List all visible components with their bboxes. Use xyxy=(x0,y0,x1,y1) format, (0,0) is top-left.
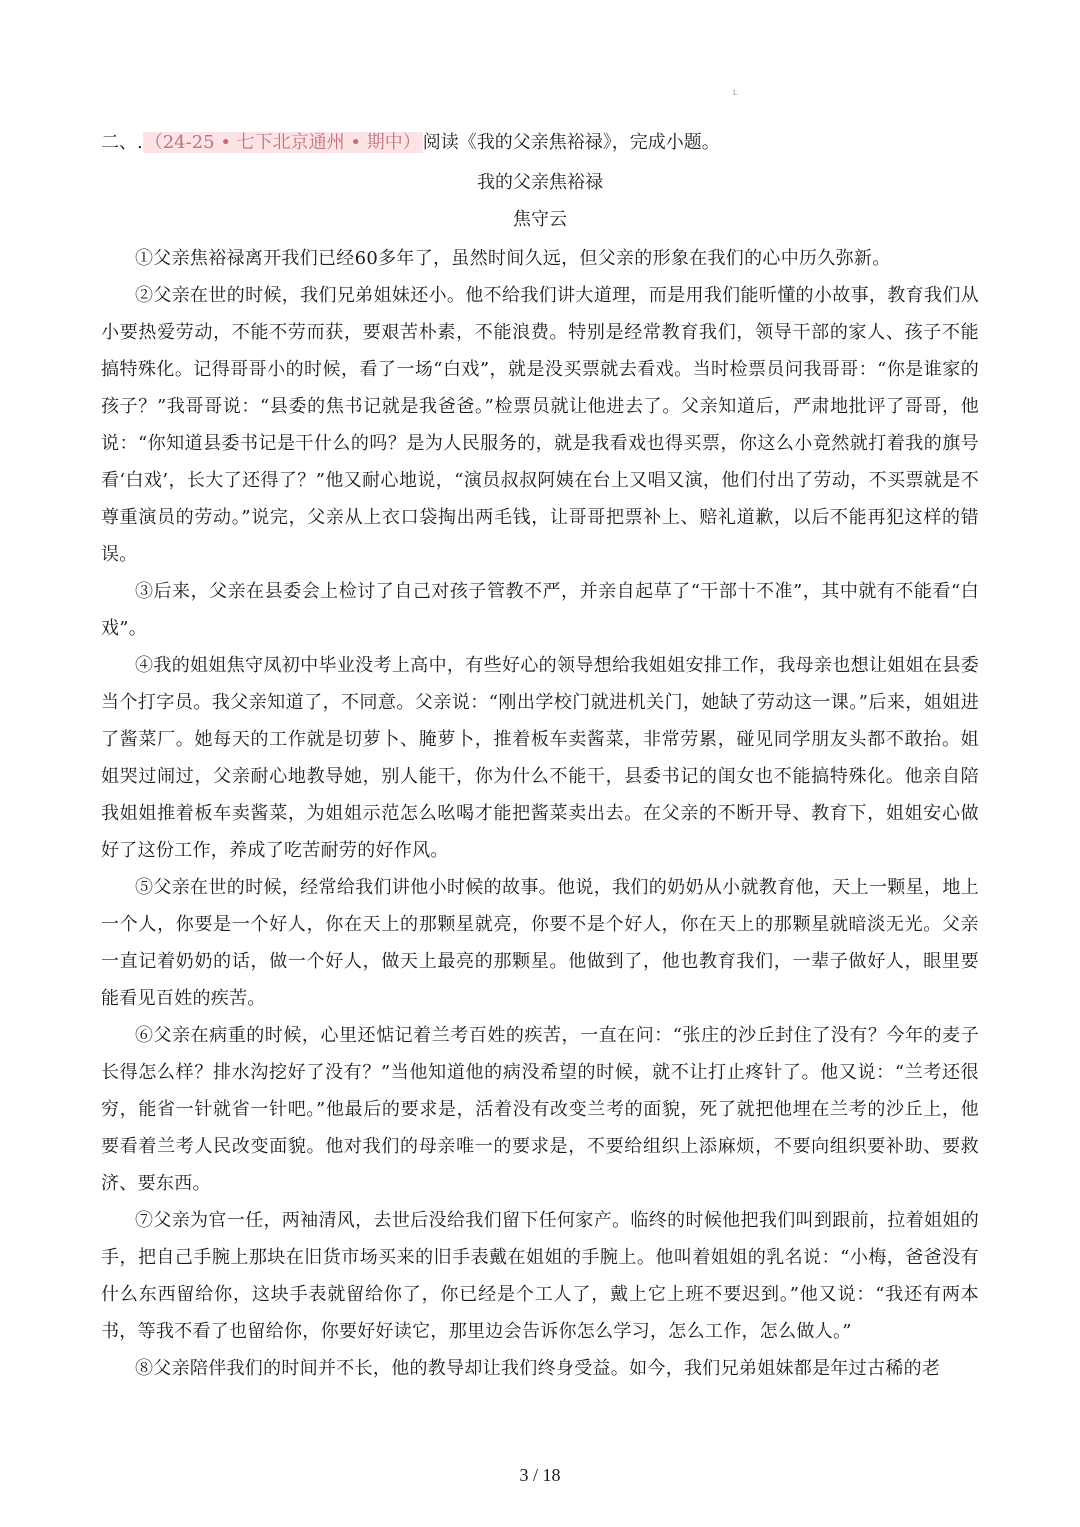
paragraph-8: ⑧父亲陪伴我们的时间并不长，他的教导却让我们终身受益。如今，我们兄弟姐妹都是年过古稀的老 xyxy=(135,1358,941,1379)
paragraph-5: ⑤父亲在世的时候，经常给我们讲他小时候的故事。他说，我们的奶奶从小就教育他，天上一颗星，地上一个人，你要是一个好人，你在天上的那颗星就亮，你要不是个好人，你在天上的那颗星就暗淡无光。父亲一直记着奶奶的话，做一个好人，做天上最亮的那颗星。他做到了，他也教育我们，一辈子做好人，眼里要能看见百姓的疾苦。 xyxy=(101,877,979,1009)
article-title: 我的父亲焦裕禄 xyxy=(477,172,603,193)
question-prompt: 阅读《我的父亲焦裕禄》，完成小题。 xyxy=(422,132,720,153)
corner-mark: L xyxy=(733,88,738,97)
paragraph-3: ③后来，父亲在县委会上检讨了自己对孩子管教不严，并亲自起草了“干部十不准”，其中就有不能看“白戏”。 xyxy=(101,581,979,639)
paragraph-4: ④我的姐姐焦守凤初中毕业没考上高中，有些好心的领导想给我姐姐安排工作，我母亲也想让姐姐在县委当个打字员。我父亲知道了，不同意。父亲说：“刚出学校门就进机关门，她缺了劳动这一课。”后来，姐姐进了酱菜厂。她每天的工作就是切萝卜、腌萝卜，推着板车卖酱菜，非常劳累，碰见同学朋友头都不敢抬。姐姐哭过闹过，父亲耐心地教导她，别人能干，你为什么不能干，县委书记的闺女也不能搞特殊化。他亲自陪我姐姐推着板车卖酱菜，为姐姐示范怎么吆喝才能把酱菜卖出去。在父亲的不断开导、教育下，姐姐安心做好了这份工作，养成了吃苦耐劳的好作风。 xyxy=(101,655,979,861)
paragraph-2: ②父亲在世的时候，我们兄弟姐妹还小。他不给我们讲大道理，而是用我们能听懂的小故事，教育我们从小要热爱劳动，不能不劳而获，要艰苦朴素，不能浪费。特别是经常教育我们，领导干部的家人、孩子不能搞特殊化。记得哥哥小的时候，看了一场“白戏”，就是没买票就去看戏。当时检票员问我哥哥：“你是谁家的孩子？”我哥哥说：“县委的焦书记就是我爸爸。”检票员就让他进去了。父亲知道后，严肃地批评了哥哥，他说：“你知道县委书记是干什么的吗？是为人民服务的，就是我看戏也得买票，你这么小竟然就打着我的旗号看‘白戏’，长大了还得了？”他又耐心地说，“演员叔叔阿姨在台上又唱又演，他们付出了劳动，不买票就是不尊重演员的劳动。”说完，父亲从上衣口袋掏出两毛钱，让哥哥把票补上、赔礼道歉，以后不能再犯这样的错误。 xyxy=(101,285,979,565)
question-heading xyxy=(101,130,1001,156)
page-number: 3 / 18 xyxy=(519,1465,561,1485)
question-source-tag: （24-25 • 七下北京通州 • 期中） xyxy=(144,132,421,153)
question-number: 二、. xyxy=(101,132,143,153)
paragraph-1: ①父亲焦裕禄离开我们已经60多年了，虽然时间久远，但父亲的形象在我们的心中历久弥新。 xyxy=(135,248,891,269)
paragraph-7: ⑦父亲为官一任，两袖清风，去世后没给我们留下任何家产。临终的时候他把我们叫到跟前，拉着姐姐的手，把自己手腕上那块在旧货市场买来的旧手表戴在姐姐的手腕上。他叫着姐姐的乳名说：“小梅，爸爸没有什么东西留给你，这块手表就留给你了，你已经是个工人了，戴上它上班不要迟到。”他又说：“我还有两本书，等我不看了也留给你，你要好好读它，那里边会告诉你怎么学习，怎么工作，怎么做人。” xyxy=(101,1210,979,1342)
paragraph-6: ⑥父亲在病重的时候，心里还惦记着兰考百姓的疾苦，一直在问：“张庄的沙丘封住了没有？今年的麦子长得怎么样？排水沟挖好了没有？”当他知道他的病没希望的时候，就不让打止疼针了。他又说：“兰考还很穷，能省一针就省一针吧。”他最后的要求是，活着没有改变兰考的面貌，死了就把他埋在兰考的沙丘上，他要看着兰考人民改变面貌。他对我们的母亲唯一的要求是，不要给组织上添麻烦，不要向组织要补助、要救济、要东西。 xyxy=(101,1025,979,1194)
article-body xyxy=(101,240,979,1387)
article-author: 焦守云 xyxy=(513,209,567,230)
